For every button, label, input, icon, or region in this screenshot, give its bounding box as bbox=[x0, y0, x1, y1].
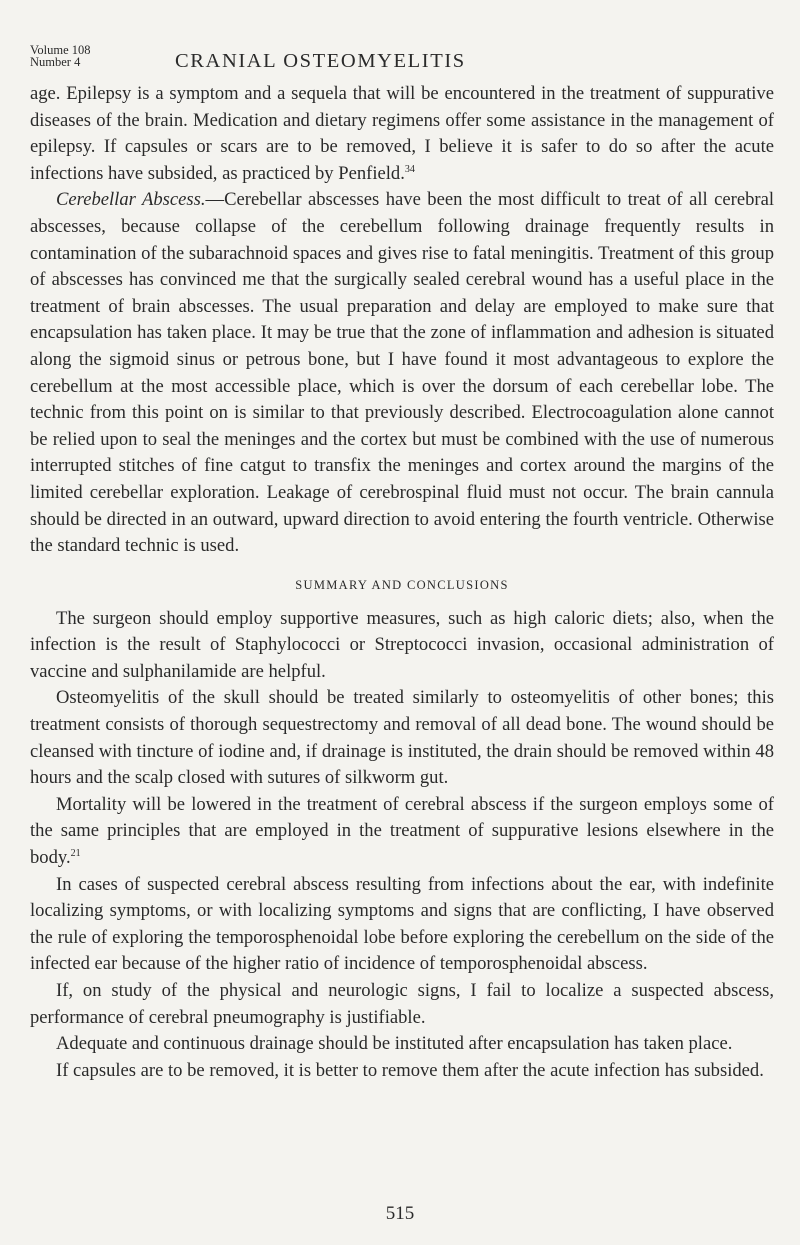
article-body bbox=[30, 81, 774, 1084]
paragraph-text: age. Epilepsy is a symptom and a sequela that will be encountered in the treatment of suppurative diseases of the brain. Medication and dietary regimens offer some assistance in the management of epilepsy. If capsules or scars are to be removed, I believe it is safer to do so after the acute infections have subsided, as practiced by Penfield. bbox=[30, 83, 774, 184]
running-title: CRANIAL OSTEOMYELITIS bbox=[175, 50, 466, 72]
summary-paragraph: If capsules are to be removed, it is better to remove them after the acute infection has subsided. bbox=[56, 1059, 764, 1081]
summary-paragraph: In cases of suspected cerebral abscess resulting from infections about the ear, with indefinite localizing symptoms, or with localizing symptoms and signs that are conflicting, I have observed the rule of exploring the temporosphenoidal lobe before exploring the cerebellum on the side of the infected ear because of the higher ratio of incidence of temporosphenoidal abscess. bbox=[30, 873, 774, 975]
summary-paragraph: If, on study of the physical and neurologic signs, I fail to localize a suspected abscess, performance of cerebral pneumography is justifiable. bbox=[30, 980, 774, 1028]
summary-paragraph bbox=[30, 792, 774, 872]
page-number: 515 bbox=[385, 1203, 415, 1224]
reference-superscript: 34 bbox=[404, 163, 415, 175]
paragraph-text: Mortality will be lowered in the treatment of cerebral abscess if the surgeon employs some of the same principles that are employed in the treatment of suppurative lesions elsewhere in the body. bbox=[30, 793, 774, 869]
volume-label: Volume 108 bbox=[30, 43, 91, 57]
volume-number-label bbox=[30, 44, 91, 68]
paragraph-cerebellar-abscess bbox=[30, 187, 774, 559]
summary-paragraph: Adequate and continuous drainage should be instituted after encapsulation has taken place. bbox=[56, 1033, 733, 1055]
subsection-title: Cerebellar Abscess. bbox=[56, 189, 206, 211]
summary-paragraph: The surgeon should employ supportive measures, such as high caloric diets; also, when the infection is the result of Staphylococci or Streptococci invasion, occasional administration of vaccine and sulphanilamide are helpful. bbox=[30, 607, 774, 682]
issue-number-label: Number 4 bbox=[30, 55, 81, 69]
summary-paragraph: Osteomyelitis of the skull should be treated similarly to osteomyelitis of other bones; this treatment consists of thorough sequestrectomy and removal of all dead bone. The wound should be cleansed with tincture of iodine and, if drainage is instituted, the drain should be removed within 48 hours and the scalp closed with sutures of silkworm gut. bbox=[30, 687, 774, 789]
section-heading: SUMMARY AND CONCLUSIONS bbox=[295, 577, 509, 592]
paragraph-epilepsy bbox=[30, 81, 774, 187]
reference-superscript: 21 bbox=[70, 848, 81, 860]
paragraph-text: —Cerebellar abscesses have been the most difficult to treat of all cerebral abscesses, because collapse of the cerebellum following drainage frequently results in contamination of the subarachnoid spaces and gives rise to fatal meningitis. Treatment of this group of abscesses has convinced me that the surgically sealed cerebral wound has a useful place in the treatment of brain abscesses. The usual preparation and delay are employed to make sure that encapsulation has taken place. It may be true that the zone of inflammation and adhesion is situated along the sigmoid sinus or petrous bone, but I have found it most advantageous to explore the cerebellum at the most accessible place, which is over the dorsum of each cerebellar lobe. The technic from this point on is similar to that previously described. Electrocoagulation alone cannot be relied upon to seal the meninges and the cortex but must be combined with the use of numerous interrupted stitches of fine catgut to transfix the meninges and cortex around the margins of the limited cerebellar exploration. Leakage of cerebrospinal fluid must not occur. The brain cannula should be directed in an outward, upward direction to avoid entering the fourth ventricle. Otherwise the standard technic is used. bbox=[30, 189, 774, 557]
